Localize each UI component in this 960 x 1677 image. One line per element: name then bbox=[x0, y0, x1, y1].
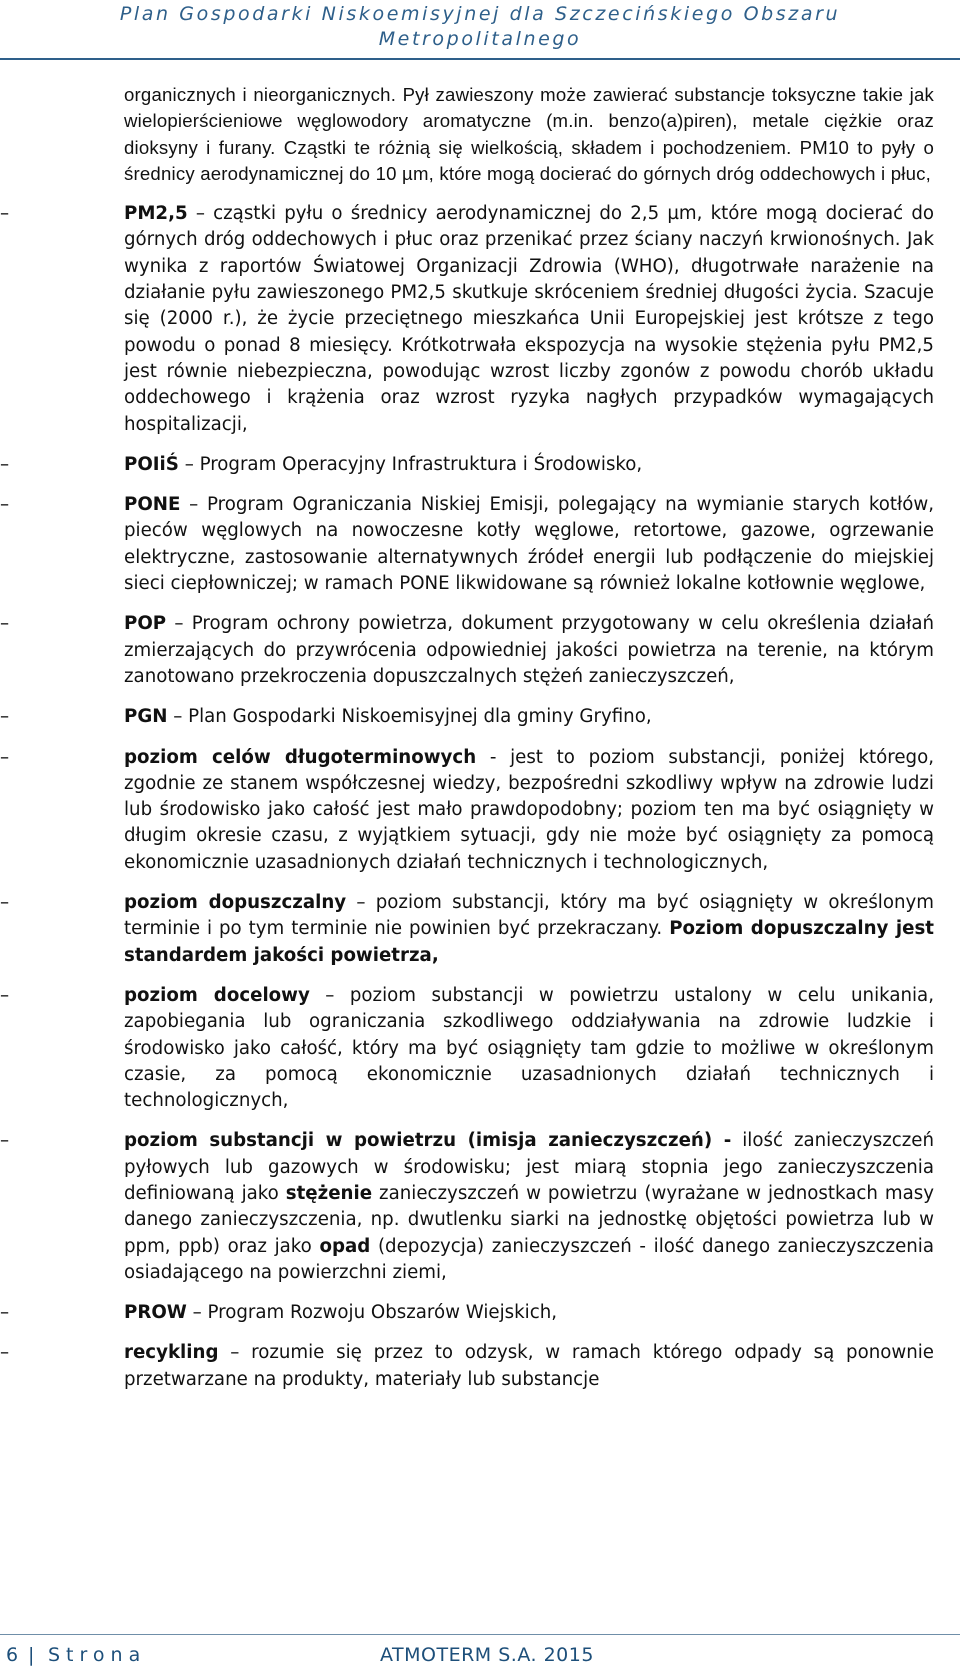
dash-bullet: – bbox=[0, 984, 10, 1006]
page-separator: | bbox=[28, 1644, 35, 1666]
emphasis-stezenie: stężenie bbox=[285, 1182, 373, 1204]
term-poziom-celow: poziom celów długoterminowych bbox=[124, 746, 477, 768]
definition-poziom-substancji-b: zanieczyszczeń w powietrzu (wyrażane w jednostkach masy danego zanieczyszczenia, np. dwutlenku siarki na jednostkę objętości powietrza lub w ppm, ppb) oraz jako bbox=[124, 1182, 934, 1257]
definition-poziom-dopuszczalny: – poziom substancji, który ma być osiągnięty w określonym terminie i po tym terminie nie powinien być przekraczany. bbox=[124, 892, 934, 940]
page-footer bbox=[0, 1640, 960, 1670]
definition-poziom-substancji-a: ilość zanieczyszczeń pyłowych lub gazowych w środowisku; jest miarą stopnia jego zanieczyszczenia definiowaną jako bbox=[124, 1130, 935, 1204]
document-body bbox=[0, 82, 960, 1407]
list-item-pone bbox=[0, 492, 934, 597]
term-pop: POP bbox=[124, 613, 167, 635]
emphasis-opad: opad bbox=[319, 1235, 371, 1257]
definition-prow: – Program Rozwoju Obszarów Wiejskich, bbox=[186, 1302, 558, 1324]
dash-bullet: – bbox=[0, 1302, 10, 1324]
emphasis-standard: Poziom dopuszczalny jest standardem jakości powietrza, bbox=[124, 918, 934, 966]
dash-bullet: – bbox=[0, 706, 10, 728]
dash-bullet: – bbox=[0, 494, 10, 516]
definition-poziom-substancji-c: (depozycja) zanieczyszczeń - ilość danego zanieczyszczenia osiadającego na powierzchni ziemi, bbox=[124, 1235, 934, 1283]
term-pgn: PGN bbox=[124, 706, 168, 728]
dash-bullet: – bbox=[0, 1342, 10, 1364]
list-item-pm25 bbox=[0, 201, 934, 438]
header-title-line-2: Metropolitalnego bbox=[378, 28, 582, 50]
list-item-poziom-docelowy bbox=[0, 983, 934, 1114]
page-label: Strona bbox=[48, 1644, 147, 1666]
list-item-poziom-dopuszczalny bbox=[0, 890, 934, 969]
dash-bullet: – bbox=[0, 613, 10, 635]
intro-text: organicznych i nieorganicznych. Pył zawieszony może zawierać substancje toksyczne takie jak wielopierścieniowe węglowodory aromatyczne (m.in. benzo(a)piren), metale ciężkie oraz dioksyny i furany. Cząstki te różnią się wielkością, składem i pochodzeniem. PM10 to pyły o średnicy aerodynamicznej do 10 µm, które mogą docierać do górnych dróg oddechowych i płuc, bbox=[124, 84, 934, 184]
dash-bullet: – bbox=[0, 1130, 10, 1152]
list-item-poiis bbox=[0, 452, 934, 478]
term-pone: PONE bbox=[124, 494, 181, 516]
dash-bullet: – bbox=[0, 203, 10, 225]
dash-bullet: – bbox=[0, 892, 10, 914]
term-poiis: POIiŚ bbox=[124, 453, 179, 475]
page-header bbox=[0, 0, 960, 56]
term-poziom-dopuszczalny: poziom dopuszczalny bbox=[124, 892, 347, 914]
definition-pone: – Program Ograniczania Niskiej Emisji, polegający na wymianie starych kotłów, pieców węglowych na nowoczesne kotły węglowe, retortowe, gazowe, ogrzewanie elektryczne, zastosowanie alternatywnych źródeł energii lub podłączenie do miejskiej sieci ciepłowniczej; w ramach PONE likwidowane są również lokalne kotłownie węglowe, bbox=[124, 494, 934, 595]
page-number: 6 bbox=[6, 1644, 20, 1666]
definition-poiis: – Program Operacyjny Infrastruktura i Środowisko, bbox=[178, 453, 643, 475]
term-poziom-docelowy: poziom docelowy bbox=[124, 984, 310, 1006]
dash-bullet: – bbox=[0, 746, 10, 768]
list-item-poziom-celow bbox=[0, 745, 934, 876]
definition-pm25: – cząstki pyłu o średnicy aerodynamicznej do 2,5 µm, które mogą docierać do górnych dróg oddechowych i płuc oraz przenikać przez ściany naczyń krwionośnych. Jak wynika z raportów Światowej Organizacji Zdrowia (WHO), długotrwałe narażenie na działanie pyłu zawieszonego PM2,5 skutkuje skróceniem średniej długości życia. Szacuje się (2000 r.), że życie przeciętnego mieszkańca Unii Europejskiej jest krótsze z tego powodu o ponad 8 miesięcy. Krótkotrwała ekspozycja na wysokie stężenia pyłu PM2,5 jest równie niebezpieczna, powodując wzrost liczby zgonów z powodu chorób układu oddechowego i krążenia oraz wzrost ryzyka nagłych przypadków wymagających hospitalizacji, bbox=[124, 203, 934, 435]
intro-paragraph bbox=[124, 82, 934, 187]
term-recykling: recykling bbox=[124, 1342, 219, 1364]
footer-divider bbox=[0, 1634, 960, 1635]
definition-recykling: – rozumie się przez to odzysk, w ramach którego odpady są ponownie przetwarzane na produkty, materiały lub substancje bbox=[124, 1342, 934, 1390]
definition-poziom-celow: - jest to poziom substancji, poniżej którego, zgodnie ze stanem współczesnej wiedzy, bezpośredni szkodliwy wpływ na zdrowie ludzi lub środowisko jako całość jest mało prawdopodobny; poziom ten ma być osiągnięty w długim okresie czasu, z wyjątkiem sytuacji, gdy nie może być osiągnięty za pomocą ekonomicznie uzasadnionych działań technicznych i technologicznych, bbox=[124, 746, 934, 873]
definition-pgn: – Plan Gospodarki Niskoemisyjnej dla gminy Gryfino, bbox=[167, 706, 652, 728]
definition-pop: – Program ochrony powietrza, dokument przygotowany w celu określenia działań zmierzających do przywrócenia odpowiedniej jakości powietrza na terenie, na którym zanotowano przekroczenia dopuszczalnych stężeń zanieczyszczeń, bbox=[124, 613, 934, 687]
header-divider bbox=[0, 58, 960, 60]
list-item-pgn bbox=[0, 704, 934, 730]
term-prow: PROW bbox=[124, 1302, 187, 1324]
term-poziom-substancji: poziom substancji w powietrzu (imisja zanieczyszczeń) - bbox=[124, 1130, 732, 1152]
dash-bullet: – bbox=[0, 453, 10, 475]
list-item-pop bbox=[0, 611, 934, 690]
list-item-recykling bbox=[0, 1340, 934, 1393]
definition-poziom-docelowy: – poziom substancji w powietrzu ustalony w celu unikania, zapobiegania lub ograniczania szkodliwego oddziaływania na zdrowie ludzkie i środowisko jako całość, który ma być osiągnięty tam gdzie to możliwe w określonym czasie, za pomocą ekonomicznie uzasadnionych działań technicznych i technologicznych, bbox=[124, 984, 934, 1112]
company-name: ATMOTERM S.A. 2015 bbox=[380, 1644, 594, 1666]
header-title-line-1: Plan Gospodarki Niskoemisyjnej dla Szczecińskiego Obszaru bbox=[119, 3, 841, 25]
list-item-poziom-substancji bbox=[0, 1128, 935, 1286]
list-item-prow bbox=[0, 1300, 934, 1326]
term-pm25: PM2,5 bbox=[124, 203, 188, 225]
